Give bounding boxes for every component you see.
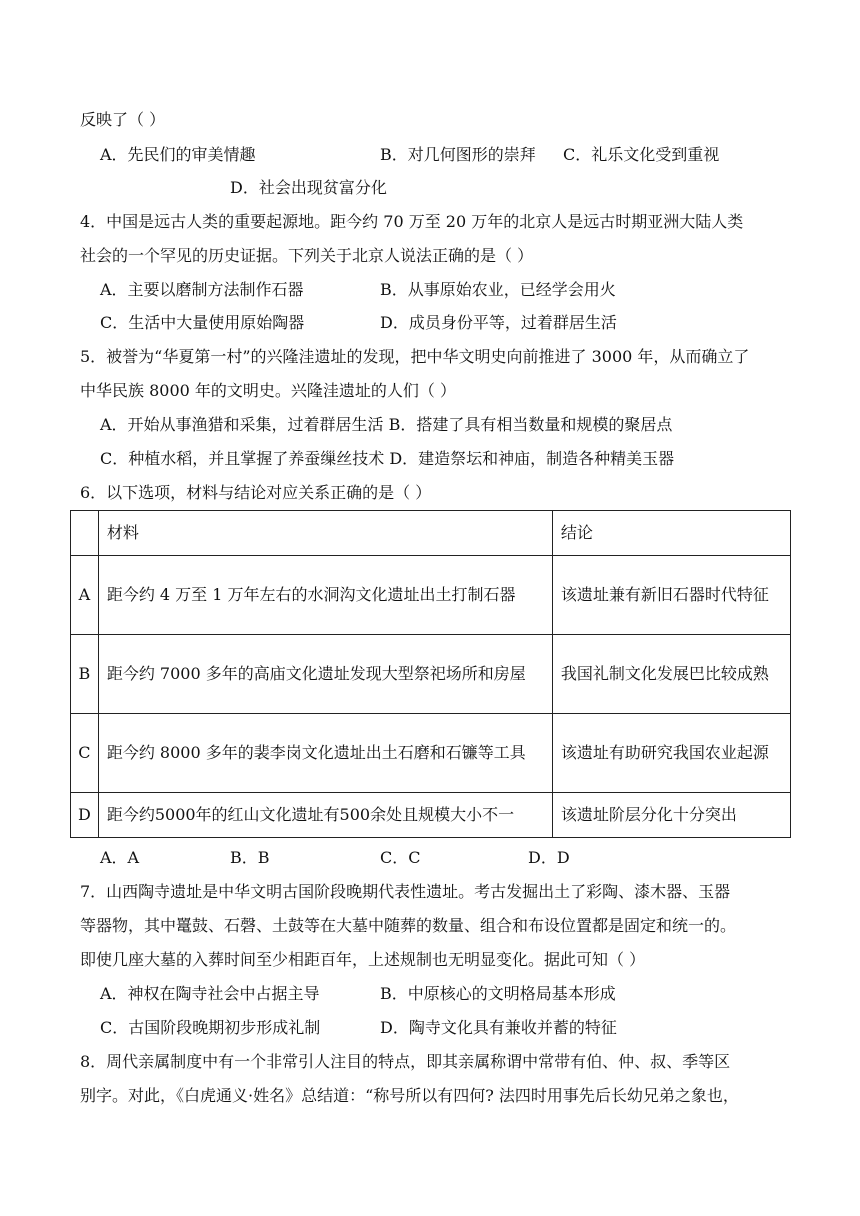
table-row xyxy=(71,714,791,793)
table-cell-conclusion: 该遗址兼有新旧石器时代特征 xyxy=(552,556,790,635)
q5-stem-line-2: 中华民族 8000 年的文明史。兴隆洼遗址的人们（ ） xyxy=(80,381,456,400)
q6-stem: 6．以下选项，材料与结论对应关系正确的是（ ） xyxy=(80,483,432,502)
q3-stem-tail: 反映了（ ） xyxy=(80,110,166,129)
q7-option-d: D．陶寺文化具有兼收并蓄的特征 xyxy=(380,1018,617,1037)
table-header-cell: 结论 xyxy=(552,511,790,556)
q7-option-c: C．古国阶段晚期初步形成礼制 xyxy=(100,1018,321,1037)
table-cell-letter: C xyxy=(71,714,99,793)
table-row xyxy=(71,635,791,714)
q7-stem-line-1: 7．山西陶寺遗址是中华文明古国阶段晚期代表性遗址。考古发掘出土了彩陶、漆木器、玉器 xyxy=(80,882,731,901)
q7-option-b: B．中原核心的文明格局基本形成 xyxy=(380,984,616,1003)
table-header-cell xyxy=(71,511,99,556)
q5-stem-line-1: 5．被誉为“华夏第一村”的兴隆洼遗址的发现，把中华文明史向前推进了 3000 年，从而确立了 xyxy=(80,347,750,366)
table-cell-letter: D xyxy=(71,793,99,838)
q3-option-d: D．社会出现贫富分化 xyxy=(230,178,387,197)
q6-option-a: A．A xyxy=(100,848,140,867)
table-cell-material: 距今约 4 万至 1 万年左右的水洞沟文化遗址出土打制石器 xyxy=(98,556,552,635)
q8-stem-line-1: 8．周代亲属制度中有一个非常引人注目的特点，即其亲属称谓中常带有伯、仲、叔、季等区 xyxy=(80,1052,731,1071)
table-header-row xyxy=(71,511,791,556)
table-cell-material: 距今约 8000 多年的裴李岗文化遗址出土石磨和石镰等工具 xyxy=(98,714,552,793)
q4-stem-line-1: 4．中国是远古人类的重要起源地。距今约 70 万至 20 万年的北京人是远古时期亚洲大陆人类 xyxy=(80,212,744,231)
table-cell-conclusion: 该遗址阶层分化十分突出 xyxy=(552,793,790,838)
q4-stem-line-2: 社会的一个罕见的历史证据。下列关于北京人说法正确的是（ ） xyxy=(80,246,534,265)
table-cell-material: 距今约 7000 多年的高庙文化遗址发现大型祭祀场所和房屋 xyxy=(98,635,552,714)
q7-stem-line-3: 即使几座大墓的入葬时间至少相距百年，上述规制也无明显变化。据此可知（ ） xyxy=(80,950,646,969)
table-cell-letter: B xyxy=(71,635,99,714)
q4-option-a: A．主要以磨制方法制作石器 xyxy=(100,280,304,299)
q5-options-ab: A．开始从事渔猎和采集，过着群居生活 B．搭建了具有相当数量和规模的聚居点 xyxy=(100,415,673,434)
q8-stem-line-2: 别字。对此，《白虎通义·姓名》总结道：“称号所以有四何? 法四时用事先后长幼兄弟之象也， xyxy=(80,1086,739,1105)
table-row xyxy=(71,793,791,838)
table-header-cell: 材料 xyxy=(98,511,552,556)
q6-option-b: B．B xyxy=(230,848,270,867)
q6-option-d: D．D xyxy=(528,848,570,867)
q4-option-b: B．从事原始农业，已经学会用火 xyxy=(380,280,616,299)
q3-option-b: B．对几何图形的崇拜 xyxy=(380,145,536,164)
table-row xyxy=(71,556,791,635)
table-cell-conclusion: 我国礼制文化发展巴比较成熟 xyxy=(552,635,790,714)
q3-option-c: C．礼乐文化受到重视 xyxy=(563,145,720,164)
q3-option-a: A．先民们的审美情趣 xyxy=(100,145,256,164)
q4-option-d: D．成员身份平等，过着群居生活 xyxy=(380,313,617,332)
q5-options-cd: C．种植水稻，并且掌握了养蚕缫丝技术 D．建造祭坛和神庙，制造各种精美玉器 xyxy=(100,449,675,468)
q7-stem-line-2: 等器物，其中鼍鼓、石磬、土鼓等在大墓中随葬的数量、组合和布设位置都是固定和统一的。 xyxy=(80,916,737,935)
q6-option-c: C．C xyxy=(380,848,421,867)
q4-option-c: C．生活中大量使用原始陶器 xyxy=(100,313,305,332)
q6-table xyxy=(70,510,791,838)
table-cell-conclusion: 该遗址有助研究我国农业起源 xyxy=(552,714,790,793)
q7-option-a: A．神权在陶寺社会中占据主导 xyxy=(100,984,320,1003)
table-cell-material: 距今约5000年的红山文化遗址有500余处且规模大小不一 xyxy=(98,793,552,838)
table-cell-letter: A xyxy=(71,556,99,635)
